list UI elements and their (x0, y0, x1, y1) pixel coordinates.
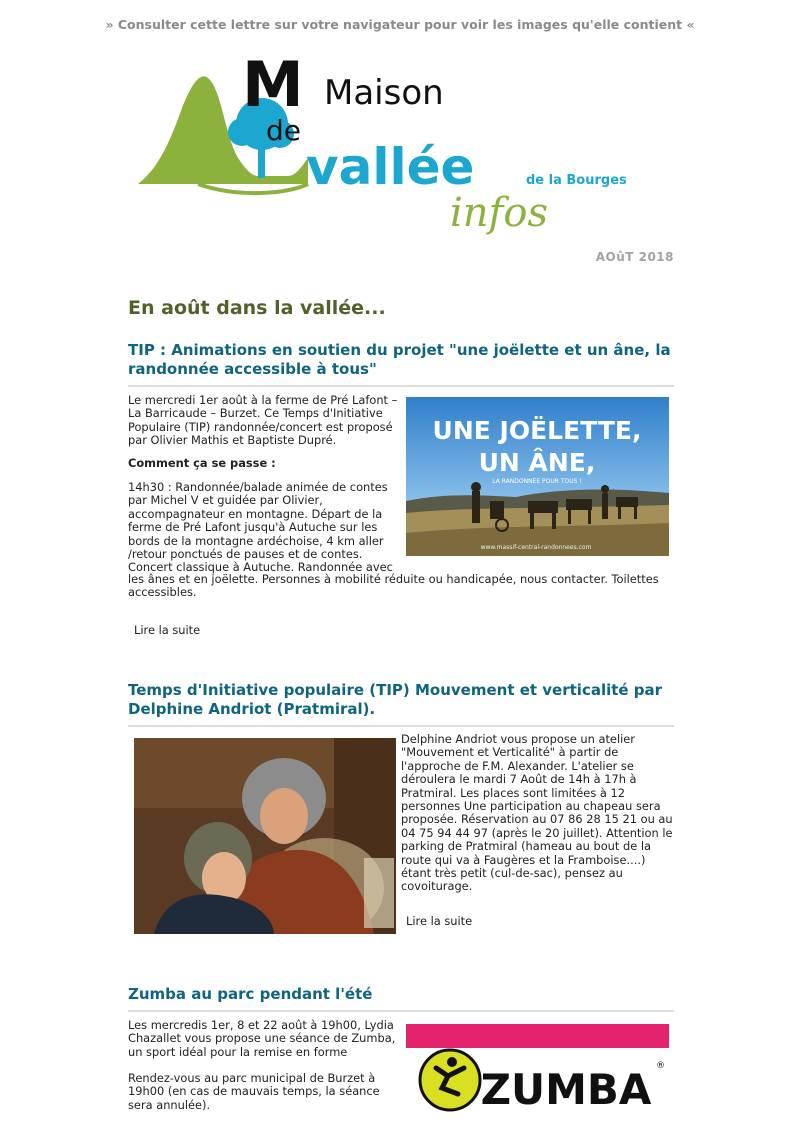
joelette-url: www.massif-central-randonnees.com (480, 544, 592, 551)
text-line: Populaire (TIP) randonnée/concert est proposé (128, 419, 393, 434)
article-2-body (401, 733, 674, 894)
text-line: Rendez-vous au parc municipal de Burzet à (128, 1071, 376, 1085)
logo-infos-text: infos (450, 190, 548, 236)
text-line: accompagnateur en montagne. Départ de la (128, 506, 383, 521)
article-3-body (128, 1019, 401, 1059)
text-line: accessibles. (128, 585, 197, 600)
text-line: Concert classique à Autuche. Randonnée avec (128, 560, 393, 575)
text-line: bords de la montagne ardéchoise, 4 km aller (128, 533, 384, 548)
article-1-body-wide (128, 573, 674, 600)
article-1-intro (128, 394, 401, 448)
article-1-body (128, 481, 401, 575)
text-line: 14h30 : Randonnée/balade animée de contes (128, 480, 388, 494)
article-2-title-line1: Temps d'Initiative populaire (TIP) Mouvement et verticalité par (128, 681, 663, 699)
text-line: sera annulée). (128, 1097, 211, 1112)
text-line: par Olivier Mathis et Baptiste Dupré. (128, 433, 337, 448)
text-line: La Barricaude – Burzet. Ce Temps d'Initiative (128, 406, 383, 421)
article-2-read-more-link[interactable]: Lire la suite (406, 914, 473, 928)
joelette-headline-1: UNE JOËLETTE, (432, 416, 642, 445)
text-line: par Michel V et guidée par Olivier, (128, 493, 323, 508)
text-line: Chazallet vous propose une séance de Zumba, (128, 1031, 396, 1046)
text-line: "Mouvement et Verticalité" à partir de (401, 745, 619, 760)
article-1-title-line1: TIP : Animations en soutien du projet "une joëlette et un âne, la (128, 341, 671, 359)
article-2-title-line2: Delphine Andriot (Pratmiral). (128, 700, 376, 718)
text-line: personnes Une participation au chapeau sera (401, 799, 661, 814)
article-2-title[interactable] (128, 681, 674, 727)
article-1-title[interactable] (128, 341, 674, 387)
logo-vallee-text: vallée (306, 138, 475, 196)
text-line: l'approche de F.M. Alexander. L'atelier se (401, 758, 634, 773)
delphine-photo (134, 738, 396, 934)
logo-m-letter: M (242, 58, 304, 121)
text-line: un sport idéal pour la remise en forme (128, 1044, 348, 1059)
text-line: 19h00 (en cas de mauvais temps, la séance (128, 1084, 380, 1099)
text-line: covoiturage. (401, 879, 473, 894)
joelette-small-caption: LA RANDONNEE POUR TOUS ! (492, 478, 582, 485)
text-line: parking de Pratmiral (hameau au bout de la (401, 839, 651, 854)
joelette-headline-2: UN ÂNE, (478, 448, 596, 477)
text-line: ferme de Pré Lafont jusqu'à Autuche sur les (128, 520, 378, 535)
zumba-logo-image (406, 1024, 669, 1116)
zumba-registered-mark: ® (656, 1061, 665, 1071)
view-in-browser-link[interactable]: » Consulter cette lettre sur votre navigateur pour voir les images qu'elle contient « (105, 17, 695, 32)
article-3-body-2 (128, 1072, 401, 1112)
text-line: Les mercredis 1er, 8 et 22 août à 19h00, Lydia (128, 1018, 394, 1032)
text-line: route qui va à Faugères et la Framboise....) (401, 852, 646, 867)
issue-date: AOûT 2018 (595, 250, 674, 264)
text-line: Delphine Andriot vous propose un atelier (401, 732, 635, 746)
article-1-read-more-link[interactable]: Lire la suite (134, 623, 201, 637)
text-line: étant très petit (cul-de-sac), pensez au (401, 866, 623, 881)
text-line: 04 75 94 44 97 (après le 20 juillet). Attention le (401, 825, 673, 840)
maison-de-vallee-logo (138, 58, 668, 248)
text-line: déroulera le mardi 7 Août de 14h à 17h à (401, 772, 637, 787)
browser-view-line (0, 17, 800, 32)
text-line: Le mercredi 1er août à la ferme de Pré Lafont – (128, 393, 398, 407)
text-line: proposée. Réservation au 07 86 28 15 21 ou au (401, 812, 673, 827)
joelette-photo (406, 397, 669, 556)
text-line: Pratmiral. Les places sont limitées à 12 (401, 785, 625, 800)
article-3-title[interactable]: Zumba au parc pendant l'été (128, 985, 674, 1012)
article-1-title-line2: randonnée accessible à tous" (128, 360, 377, 378)
page-title: En août dans la vallée... (128, 297, 386, 319)
logo-de-text: de (266, 114, 301, 147)
logo-maison-text: Maison (324, 73, 444, 113)
logo-bourges-text: de la Bourges (526, 173, 627, 188)
article-1-subhead: Comment ça se passe : (128, 456, 276, 470)
text-line: /retour ponctués de pauses et de contes. (128, 547, 363, 562)
text-line: les ânes et en joëlette. Personnes à mobilité réduite ou handicapée, nous contacter. Toilettes (128, 572, 659, 586)
zumba-logo-text: ZUMBA (480, 1065, 652, 1114)
